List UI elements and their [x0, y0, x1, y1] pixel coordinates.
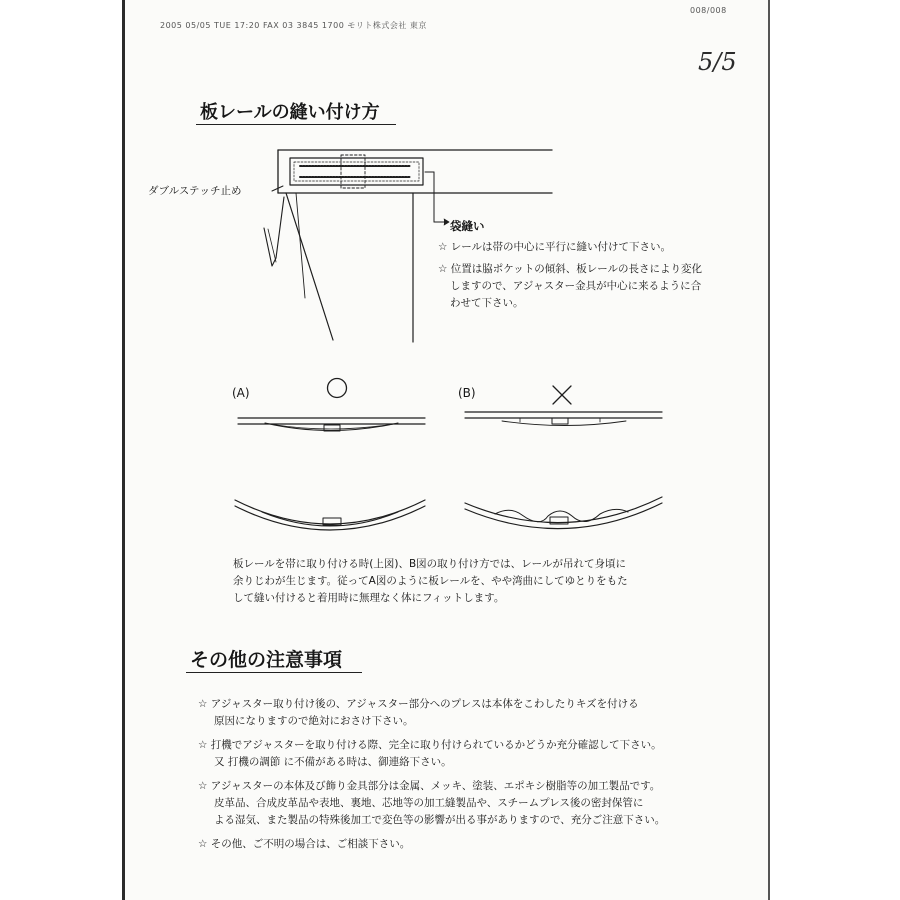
caution-line-3: ☆ 打機でアジャスターを取り付ける際、完全に取り付けられているかどうか充分確認して下さい。 [198, 739, 662, 751]
note-line-4: わせて下さい。 [450, 297, 524, 309]
section2-title: その他の注意事項 [190, 649, 343, 671]
caution-line-1: ☆ アジャスター取り付け後の、アジャスター部分へのプレスは本体をこわしたりキズを付ける [198, 698, 639, 710]
note-line-2: ☆ 位置は脇ポケットの傾斜、板レールの長さにより変化 [438, 263, 703, 275]
double-stitch-label: ダブルステッチ止め [148, 185, 242, 197]
diagram-a-flat [238, 418, 425, 431]
caution-line-8: ☆ その他、ご不明の場合は、ご相談下さい。 [198, 838, 411, 850]
diagram-a-label: (A) [232, 386, 250, 400]
caption-line-2: 余りじわが生じます。従ってA図のように板レールを、やや湾曲にしてゆとりをもた [233, 575, 628, 587]
caution-line-5: ☆ アジャスターの本体及び飾り金具部分は金属、メッキ、塗装、エポキシ樹脂等の加工製品です。 [198, 780, 661, 792]
caution-line-6: 皮革品、合成皮革品や表地、裏地、芯地等の加工縫製品や、スチームプレス後の密封保管に [214, 797, 644, 809]
fax-header-left: 2005 05/05 TUE 17:20 FAX 03 3845 1700 モリト株式会社 東京 [160, 21, 427, 30]
band-diagram [264, 150, 552, 342]
cross-ng-icon [553, 386, 571, 404]
diagram-a-curved [235, 500, 425, 530]
diagram-b-label: (B) [458, 386, 476, 400]
caption-line-3: して縫い付けると着用時に無理なく体にフィットします。 [233, 592, 505, 604]
note-line-3: しますので、アジャスター金具が中心に来るように合 [450, 280, 702, 292]
diagram-b-wavy [465, 497, 662, 529]
caution-line-4: 又 打機の調節 に不備がある時は、御連絡下さい。 [214, 756, 452, 768]
caution-line-2: 原因になりますので絶対におさけ下さい。 [214, 715, 414, 727]
section1-title: 板レールの縫い付け方 [200, 102, 380, 123]
diagram-b-flat [465, 412, 662, 426]
fax-header-right: 008/008 [690, 6, 727, 15]
caption-line-1: 板レールを帯に取り付ける時(上図)、B図の取り付け方では、レールが吊れて身頃に [233, 558, 626, 570]
section2-title-underline [186, 672, 362, 673]
caution-line-7: よる湿気、また製品の特殊後加工で変色等の影響が出る事がありますので、充分ご注意下さい。 [214, 814, 666, 826]
page-number-handwritten: 5/5 [698, 48, 737, 76]
circle-ok-icon [328, 379, 347, 398]
fukuro-label: 袋縫い [450, 219, 485, 233]
note-line-1: ☆ レールは帯の中心に平行に縫い付けて下さい。 [438, 241, 672, 253]
